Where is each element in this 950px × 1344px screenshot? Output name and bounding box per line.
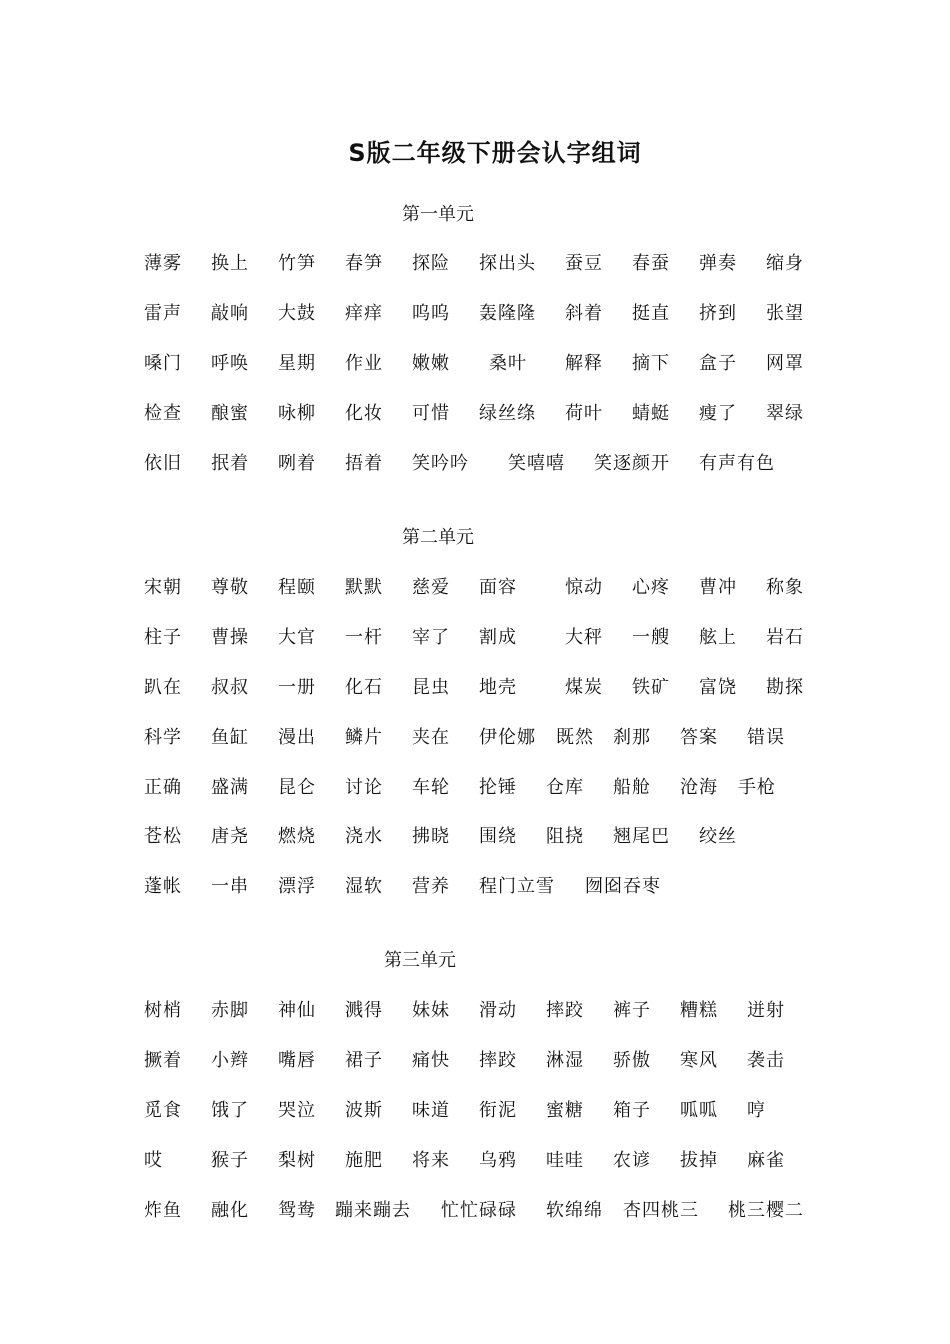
vocab-word: 答案 (680, 727, 718, 748)
vocab-word: 鱼缸 (211, 727, 249, 748)
vocab-word: 蜜糖 (546, 1100, 584, 1121)
vocab-word: 咧着 (278, 453, 316, 474)
vocab-word: 拔掉 (680, 1150, 718, 1171)
vocab-word: 盒子 (699, 353, 737, 374)
vocab-word: 错误 (747, 727, 785, 748)
vocab-word: 哎 (144, 1150, 163, 1171)
vocab-word: 曹操 (211, 627, 249, 648)
vocab-word: 宋朝 (144, 577, 182, 598)
vocab-word: 赤脚 (211, 1000, 249, 1021)
vocab-word: 笑嘻嘻 (508, 453, 565, 474)
vocab-word: 沧海 (680, 777, 718, 798)
vocab-word: 嘴唇 (278, 1050, 316, 1071)
vocab-word: 春蚕 (632, 253, 670, 274)
vocab-word: 乌鸦 (479, 1150, 517, 1171)
vocab-word: 笑逐颜开 (594, 453, 670, 474)
vocab-word: 抿着 (211, 453, 249, 474)
word-row (0, 349, 950, 379)
vocab-word: 浇水 (345, 826, 383, 847)
vocab-word: 施肥 (345, 1150, 383, 1171)
vocab-word: 糟糕 (680, 1000, 718, 1021)
vocab-word: 大秤 (565, 627, 603, 648)
vocab-word: 蹦来蹦去 (335, 1200, 411, 1221)
vocab-word: 一串 (211, 876, 249, 897)
vocab-word: 溅得 (345, 1000, 383, 1021)
vocab-word: 一艘 (632, 627, 670, 648)
vocab-word: 慈爱 (412, 577, 450, 598)
vocab-word: 夹在 (412, 727, 450, 748)
vocab-word: 哼 (747, 1100, 766, 1121)
vocab-word: 程门立雪 (479, 876, 555, 897)
vocab-word: 蜻蜓 (632, 403, 670, 424)
vocab-word: 淋湿 (546, 1050, 584, 1071)
word-row (0, 399, 950, 429)
word-row (0, 449, 950, 479)
vocab-word: 箱子 (613, 1100, 651, 1121)
vocab-word: 岩石 (766, 627, 804, 648)
vocab-word: 可惜 (412, 403, 450, 424)
vocab-word: 翠绿 (766, 403, 804, 424)
vocab-word: 检查 (144, 403, 182, 424)
vocab-word: 骄傲 (613, 1050, 651, 1071)
vocab-word: 哭泣 (278, 1100, 316, 1121)
vocab-word: 割成 (479, 627, 517, 648)
unit-heading: 第三单元 (384, 950, 456, 971)
word-row (0, 623, 950, 653)
vocab-word: 鸳鸯 (278, 1200, 316, 1221)
vocab-word: 农谚 (613, 1150, 651, 1171)
vocab-word: 裤子 (613, 1000, 651, 1021)
vocab-word: 竹笋 (278, 253, 316, 274)
vocab-word: 斜着 (565, 303, 603, 324)
vocab-word: 叔叔 (211, 677, 249, 698)
vocab-word: 撅着 (144, 1050, 182, 1071)
word-row (0, 299, 950, 329)
vocab-word: 软绵绵 (546, 1200, 603, 1221)
vocab-word: 讨论 (345, 777, 383, 798)
vocab-word: 荷叶 (565, 403, 603, 424)
vocab-word: 捂着 (345, 453, 383, 474)
vocab-word: 换上 (211, 253, 249, 274)
vocab-word: 漫出 (278, 727, 316, 748)
word-row (0, 249, 950, 279)
vocab-word: 惊动 (565, 577, 603, 598)
vocab-word: 春笋 (345, 253, 383, 274)
vocab-word: 默默 (345, 577, 383, 598)
vocab-word: 树梢 (144, 1000, 182, 1021)
word-row (0, 573, 950, 603)
vocab-word: 挤到 (699, 303, 737, 324)
vocab-word: 哇哇 (546, 1150, 584, 1171)
word-row (0, 1146, 950, 1176)
unit-heading: 第二单元 (402, 527, 474, 548)
vocab-word: 作业 (345, 353, 383, 374)
vocab-word: 苍松 (144, 826, 182, 847)
vocab-word: 鳞片 (345, 727, 383, 748)
vocab-word: 寒风 (680, 1050, 718, 1071)
vocab-word: 心疼 (632, 577, 670, 598)
vocab-word: 酿蜜 (211, 403, 249, 424)
vocab-word: 痒痒 (345, 303, 383, 324)
vocab-word: 觅食 (144, 1100, 182, 1121)
vocab-word: 刹那 (613, 727, 651, 748)
unit-heading: 第一单元 (402, 204, 474, 225)
vocab-word: 燃烧 (278, 826, 316, 847)
vocab-word: 探险 (412, 253, 450, 274)
vocab-word: 张望 (766, 303, 804, 324)
vocab-word: 一杆 (345, 627, 383, 648)
vocab-word: 蓬帐 (144, 876, 182, 897)
vocab-word: 化妆 (345, 403, 383, 424)
vocab-word: 勘探 (766, 677, 804, 698)
vocab-word: 咏柳 (278, 403, 316, 424)
vocab-word: 伊伦娜 (479, 727, 536, 748)
vocab-word: 缩身 (766, 253, 804, 274)
vocab-word: 痛快 (412, 1050, 450, 1071)
vocab-word: 薄雾 (144, 253, 182, 274)
vocab-word: 蚕豆 (565, 253, 603, 274)
vocab-word: 摘下 (632, 353, 670, 374)
vocab-word: 一册 (278, 677, 316, 698)
vocab-word: 呜呜 (412, 303, 450, 324)
vocab-word: 瘦了 (699, 403, 737, 424)
vocab-word: 阻挠 (546, 826, 584, 847)
vocab-word: 杏四桃三 (623, 1200, 699, 1221)
vocab-word: 雷声 (144, 303, 182, 324)
vocab-word: 舷上 (699, 627, 737, 648)
word-row (0, 1196, 950, 1226)
vocab-word: 正确 (144, 777, 182, 798)
vocab-word: 忙忙碌碌 (441, 1200, 517, 1221)
vocab-word: 尊敬 (211, 577, 249, 598)
vocab-word: 化石 (345, 677, 383, 698)
vocab-word: 滑动 (479, 1000, 517, 1021)
vocab-word: 迸射 (747, 1000, 785, 1021)
vocab-word: 湿软 (345, 876, 383, 897)
vocab-word: 网罩 (766, 353, 804, 374)
vocab-word: 围绕 (479, 826, 517, 847)
vocab-word: 程颐 (278, 577, 316, 598)
vocab-word: 昆虫 (412, 677, 450, 698)
vocab-word: 拂晓 (412, 826, 450, 847)
word-row (0, 872, 950, 902)
vocab-word: 将来 (412, 1150, 450, 1171)
vocab-word: 富饶 (699, 677, 737, 698)
vocab-word: 煤炭 (565, 677, 603, 698)
vocab-word: 大鼓 (278, 303, 316, 324)
vocab-word: 营养 (412, 876, 450, 897)
vocab-word: 依旧 (144, 453, 182, 474)
vocab-word: 挺直 (632, 303, 670, 324)
vocab-word: 梨树 (278, 1150, 316, 1171)
vocab-word: 车轮 (412, 777, 450, 798)
vocab-word: 小辫 (211, 1050, 249, 1071)
vocab-word: 船舱 (613, 777, 651, 798)
vocab-word: 有声有色 (699, 453, 775, 474)
vocab-word: 融化 (211, 1200, 249, 1221)
vocab-word: 嗓门 (144, 353, 182, 374)
vocab-word: 绞丝 (699, 826, 737, 847)
vocab-word: 衔泥 (479, 1100, 517, 1121)
vocab-word: 柱子 (144, 627, 182, 648)
vocab-word: 翘尾巴 (613, 826, 670, 847)
vocab-word: 妹妹 (412, 1000, 450, 1021)
vocab-word: 摔跤 (479, 1050, 517, 1071)
vocab-word: 轰隆隆 (479, 303, 536, 324)
vocab-word: 趴在 (144, 677, 182, 698)
vocab-word: 笑吟吟 (412, 453, 469, 474)
vocab-word: 裙子 (345, 1050, 383, 1071)
vocab-word: 桑叶 (489, 353, 527, 374)
vocab-word: 手枪 (738, 777, 776, 798)
vocab-word: 摔跤 (546, 1000, 584, 1021)
vocab-word: 绿丝绦 (479, 403, 536, 424)
vocab-word: 漂浮 (278, 876, 316, 897)
document-title: S版二年级下册会认字组词 (348, 139, 642, 167)
vocab-word: 科学 (144, 727, 182, 748)
word-row (0, 773, 950, 803)
vocab-word: 嫩嫩 (412, 353, 450, 374)
vocab-word: 抡锤 (479, 777, 517, 798)
vocab-word: 神仙 (278, 1000, 316, 1021)
vocab-word: 曹冲 (699, 577, 737, 598)
vocab-word: 饿了 (211, 1100, 249, 1121)
vocab-word: 波斯 (345, 1100, 383, 1121)
word-row (0, 723, 950, 753)
vocab-word: 大官 (278, 627, 316, 648)
word-row (0, 822, 950, 852)
word-row (0, 673, 950, 703)
vocab-word: 袭击 (747, 1050, 785, 1071)
vocab-word: 面容 (479, 577, 517, 598)
vocab-word: 星期 (278, 353, 316, 374)
vocab-word: 宰了 (412, 627, 450, 648)
vocab-word: 解释 (565, 353, 603, 374)
vocab-word: 弹奏 (699, 253, 737, 274)
vocab-word: 囫囵吞枣 (585, 876, 661, 897)
vocab-word: 唐尧 (211, 826, 249, 847)
vocab-word: 称象 (766, 577, 804, 598)
vocab-word: 铁矿 (632, 677, 670, 698)
vocab-word: 猴子 (211, 1150, 249, 1171)
word-row (0, 1096, 950, 1126)
vocab-word: 敲响 (211, 303, 249, 324)
vocab-word: 地壳 (479, 677, 517, 698)
vocab-word: 呼唤 (211, 353, 249, 374)
vocab-word: 桃三樱二 (728, 1200, 804, 1221)
word-row (0, 996, 950, 1026)
vocab-word: 呱呱 (680, 1100, 718, 1121)
vocab-word: 仓库 (546, 777, 584, 798)
vocab-word: 探出头 (479, 253, 536, 274)
vocab-word: 既然 (556, 727, 594, 748)
vocab-word: 昆仑 (278, 777, 316, 798)
vocab-word: 炸鱼 (144, 1200, 182, 1221)
vocab-word: 盛满 (211, 777, 249, 798)
vocab-word: 味道 (412, 1100, 450, 1121)
word-row (0, 1046, 950, 1076)
vocab-word: 麻雀 (747, 1150, 785, 1171)
